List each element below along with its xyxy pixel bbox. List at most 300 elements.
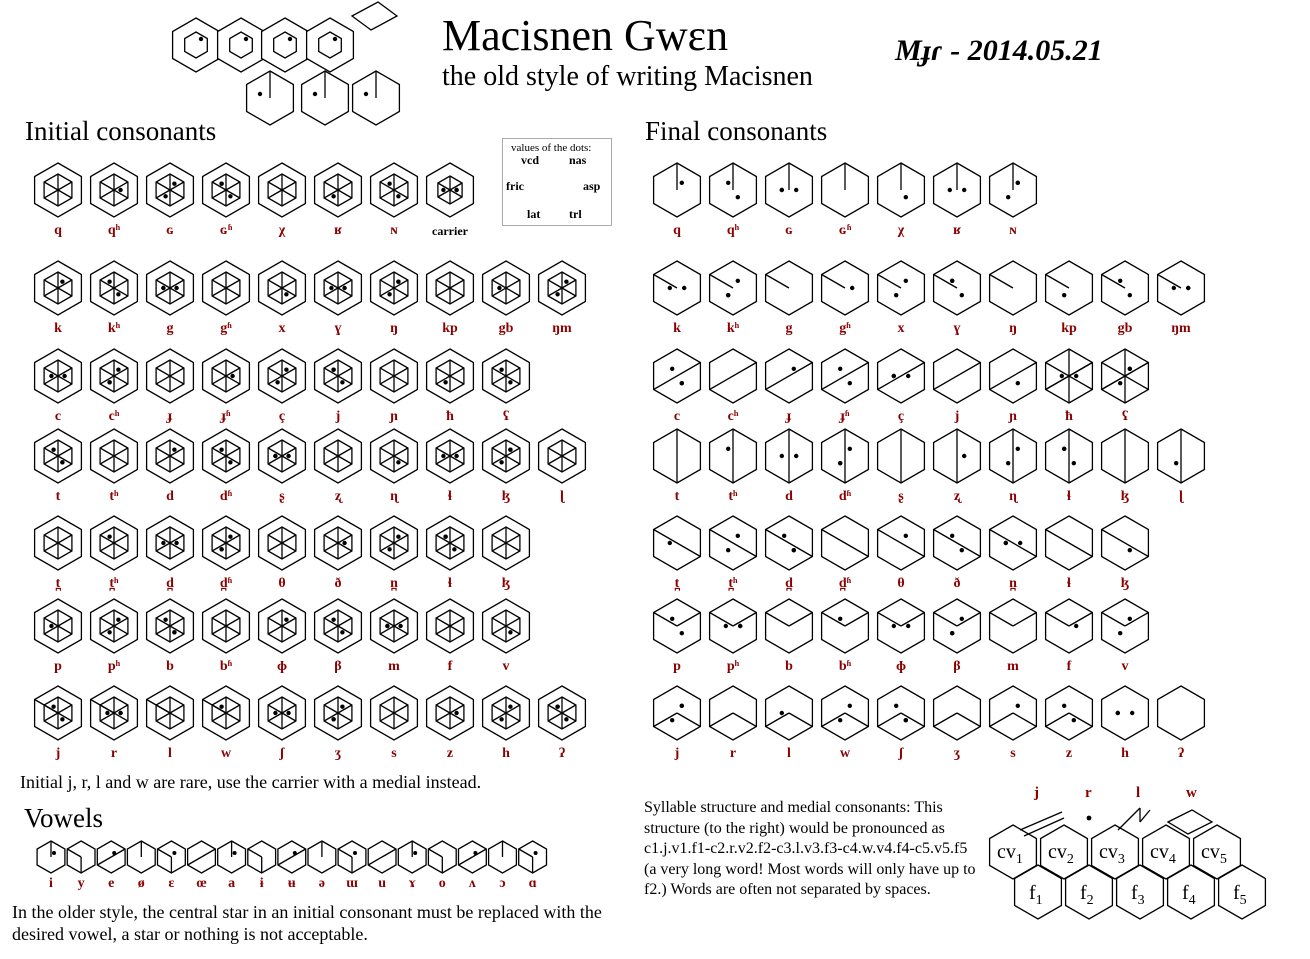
glyph-label: ɢ — [165, 223, 175, 238]
final-glyph — [934, 686, 981, 740]
final-glyph — [934, 599, 981, 653]
glyph-label: ɢ — [784, 223, 794, 238]
final-glyph — [1102, 686, 1149, 740]
initial-glyph — [427, 516, 474, 570]
glyph-label: k — [673, 321, 681, 336]
initial-glyph — [427, 686, 474, 740]
initial-glyph — [315, 516, 362, 570]
glyph-label: β — [953, 659, 961, 674]
glyph-label: carrier — [432, 224, 468, 238]
dots-legend-box — [502, 138, 612, 226]
glyph-label: ɢʱ — [838, 223, 852, 238]
cv-label: $cv_2$ — [1048, 841, 1074, 867]
glyph-label: ʔ — [1177, 746, 1185, 761]
vowel-glyph — [428, 841, 456, 873]
glyph-label: ɮ — [1120, 576, 1130, 591]
glyph-label: g — [166, 321, 174, 336]
dots-legend-nas: nas — [569, 153, 587, 167]
final-glyph — [654, 599, 701, 653]
glyph-label: ʒ — [953, 746, 961, 761]
final-glyph — [654, 349, 701, 403]
glyph-label: ø — [137, 876, 145, 891]
glyph-label: v — [1121, 659, 1129, 674]
glyph-label: l — [168, 746, 172, 761]
final-glyph — [654, 163, 701, 217]
final-glyph — [766, 516, 813, 570]
final-glyph — [654, 261, 701, 315]
glyph-label: t̪ — [674, 576, 680, 591]
initial-glyph — [483, 261, 530, 315]
vowel-glyph — [338, 841, 366, 873]
dots-legend-asp: asp — [583, 179, 601, 193]
glyph-label: ʐ — [953, 489, 961, 504]
initial-glyph — [483, 516, 530, 570]
glyph-label: q — [673, 223, 681, 238]
glyph-label: pʰ — [107, 659, 121, 674]
final-glyph — [710, 163, 757, 217]
final-glyph — [878, 516, 925, 570]
glyph-label: ç — [897, 409, 905, 424]
glyph-label: ħ — [446, 409, 454, 424]
initial-glyph — [371, 516, 418, 570]
vowel-glyph — [37, 841, 65, 873]
initial-glyph — [483, 429, 530, 483]
glyph-label: ɔ — [499, 876, 506, 891]
glyph-label: ɟʱ — [840, 409, 850, 424]
glyph-label: kʰ — [107, 321, 121, 336]
glyph-label: ə — [318, 876, 325, 891]
initial-glyph — [203, 516, 250, 570]
glyph-label: ŋm — [552, 321, 572, 336]
final-glyph — [710, 429, 757, 483]
glyph-label: o — [438, 876, 446, 891]
glyph-label: ħ — [1065, 409, 1073, 424]
final-glyph — [710, 686, 757, 740]
dots-legend-vcd: vcd — [521, 153, 539, 167]
initial-glyph — [91, 261, 138, 315]
glyph-label: d̪ʱ — [219, 576, 233, 591]
glyph-label: ɸ — [276, 659, 288, 674]
glyph-label: z — [1065, 746, 1073, 761]
glyph-label: v — [502, 659, 510, 674]
final-glyph — [1046, 516, 1093, 570]
cv-label: $cv_1$ — [997, 841, 1023, 867]
f-label: $f_3$ — [1131, 882, 1145, 908]
initial-glyph — [91, 429, 138, 483]
vowel-glyph — [519, 841, 547, 873]
final-glyph — [1046, 349, 1093, 403]
vowel-glyph — [278, 841, 306, 873]
glyph-label: dʱ — [219, 489, 233, 504]
glyph-label: ŋ — [1009, 321, 1017, 336]
glyph-label: b — [785, 659, 793, 674]
initial-glyph — [147, 516, 194, 570]
final-glyph — [766, 599, 813, 653]
f-label: $f_5$ — [1233, 882, 1247, 908]
final-glyph — [1158, 261, 1205, 315]
vowel-glyph — [97, 841, 125, 873]
vowel-glyph — [398, 841, 426, 873]
initial-glyph — [259, 686, 306, 740]
glyph-label: ɬ — [1067, 489, 1071, 504]
final-glyph — [934, 349, 981, 403]
glyph-label: b — [166, 659, 174, 674]
glyph-label: cʰ — [108, 409, 120, 424]
vowel-glyph — [158, 841, 186, 873]
final-glyph — [654, 686, 701, 740]
glyph-label: p — [673, 659, 681, 674]
initial-glyph — [259, 261, 306, 315]
final-glyph — [934, 516, 981, 570]
initial-glyph — [483, 599, 530, 653]
vowel-glyph — [218, 841, 246, 873]
glyph-label: ɳ — [1009, 489, 1017, 504]
glyph-label: ʕ — [1121, 409, 1129, 424]
glyph-label: l — [787, 746, 791, 761]
glyph-label: ɴ — [1009, 223, 1017, 238]
f-label: $f_1$ — [1029, 882, 1043, 908]
glyph-label: ʕ — [502, 409, 510, 424]
vowels-heading: Vowels — [24, 803, 104, 833]
glyph-label: dʱ — [838, 489, 852, 504]
final-glyph — [990, 686, 1037, 740]
initial-glyph — [35, 516, 82, 570]
final-glyph — [1102, 599, 1149, 653]
final-glyph — [1102, 261, 1149, 315]
glyph-label: ɮ — [501, 576, 511, 591]
glyph-label: ʂ — [898, 489, 904, 504]
cv-label: $cv_4$ — [1150, 841, 1176, 867]
final-glyph — [990, 261, 1037, 315]
initial-glyph — [35, 599, 82, 653]
final-glyph — [766, 261, 813, 315]
final-glyph — [1046, 686, 1093, 740]
logo-diamond — [352, 2, 397, 30]
glyph-label: χ — [278, 223, 286, 238]
glyph-label: ɤ — [408, 876, 416, 891]
page-subtitle: the old style of writing Macisnen — [442, 61, 813, 92]
glyph-label: ʁ — [952, 223, 962, 238]
initial-glyph — [315, 686, 362, 740]
glyph-label: ɲ — [390, 409, 398, 424]
initial-glyph — [315, 163, 362, 217]
glyph-label: ɭ — [1179, 489, 1183, 504]
glyph-label: ɟ — [786, 409, 792, 424]
glyph-label: t̪ — [55, 576, 61, 591]
glyph-label: ɴ — [390, 223, 398, 238]
dots-legend-trl: trl — [569, 207, 582, 221]
outer-hexagon — [1102, 686, 1149, 740]
initial-glyph — [539, 261, 586, 315]
glyph-label: i — [49, 876, 53, 891]
dots-legend-caption: values of the dots: — [511, 142, 592, 154]
page-title: Macisnen Gwɛn — [442, 11, 729, 60]
glyph-label: d̪ʱ — [838, 576, 852, 591]
glyph-label: ɣ — [953, 321, 961, 336]
glyph-label: θ — [278, 576, 286, 591]
glyph-label: n̪ — [390, 576, 398, 591]
glyph-label: gb — [1117, 321, 1133, 336]
initial-glyph — [147, 349, 194, 403]
final-glyph — [766, 349, 813, 403]
glyph-label: qʰ — [726, 223, 740, 238]
initial-glyph — [91, 349, 138, 403]
initial-glyph — [371, 261, 418, 315]
medial-label: j — [1034, 785, 1039, 801]
glyph-label: ɟ — [167, 409, 173, 424]
glyph-label: gʱ — [220, 321, 232, 336]
glyph-label: qʰ — [107, 223, 121, 238]
glyph-label: j — [335, 409, 341, 424]
glyph-label: β — [334, 659, 342, 674]
glyph-label: ʐ — [334, 489, 342, 504]
glyph-label: x — [278, 321, 286, 336]
final-glyph — [1046, 429, 1093, 483]
initial-glyph — [35, 261, 82, 315]
final-glyph — [710, 599, 757, 653]
final-glyph — [822, 163, 869, 217]
initial-glyph — [91, 516, 138, 570]
initial-consonants-heading: Initial consonants — [25, 116, 217, 146]
final-glyph — [710, 261, 757, 315]
glyph-label: ð — [334, 576, 342, 591]
glyph-label: x — [897, 321, 905, 336]
glyph-label: t — [55, 489, 61, 504]
final-glyph — [766, 686, 813, 740]
glyph-label: d — [785, 489, 793, 504]
glyph-label: ɮ — [501, 489, 511, 504]
final-consonants-heading: Final consonants — [645, 116, 828, 146]
glyph-label: ɨ — [259, 876, 264, 891]
final-glyph — [990, 599, 1037, 653]
glyph-label: y — [77, 876, 85, 891]
glyph-label: h — [1121, 746, 1129, 761]
glyph-label: ð — [953, 576, 961, 591]
glyph-label: d — [166, 489, 174, 504]
final-glyph — [822, 261, 869, 315]
final-glyph — [878, 261, 925, 315]
final-glyph — [990, 516, 1037, 570]
glyph-label: ɟʱ — [221, 409, 231, 424]
glyph-label: gʱ — [839, 321, 851, 336]
glyph-label: f — [1066, 659, 1072, 674]
final-glyph — [822, 349, 869, 403]
initial-glyph — [371, 163, 418, 217]
glyph-label: cʰ — [727, 409, 739, 424]
glyph-label: t — [674, 489, 680, 504]
glyph-label: ɭ — [560, 489, 564, 504]
glyph-label: ɬ — [1067, 576, 1071, 591]
glyph-label: ɑ — [528, 876, 537, 891]
vowel-glyph — [489, 841, 517, 873]
final-glyph — [1102, 516, 1149, 570]
glyph-label: c — [673, 409, 681, 424]
cv-label: $cv_5$ — [1201, 841, 1227, 867]
glyph-label: kʰ — [726, 321, 740, 336]
final-glyph — [1046, 261, 1093, 315]
initial-glyph — [427, 261, 474, 315]
final-glyph — [878, 349, 925, 403]
glyph-label: z — [446, 746, 454, 761]
glyph-label: s — [391, 746, 397, 761]
glyph-label: n̪ — [1009, 576, 1017, 591]
glyph-label: χ — [897, 223, 905, 238]
initial-glyph — [259, 429, 306, 483]
glyph-label: ɯ — [346, 876, 358, 891]
glyph-label: w — [220, 746, 232, 761]
glyph-label: ç — [278, 409, 286, 424]
glyph-label: θ — [897, 576, 905, 591]
final-glyph — [878, 163, 925, 217]
final-glyph — [1102, 429, 1149, 483]
vowel-glyph — [308, 841, 336, 873]
initial-glyph — [91, 599, 138, 653]
glyph-label: gb — [498, 321, 514, 336]
glyph-label: pʰ — [726, 659, 740, 674]
initial-glyph — [371, 599, 418, 653]
glyph-label: ɸ — [895, 659, 907, 674]
final-glyph — [934, 163, 981, 217]
final-glyph — [878, 599, 925, 653]
glyph-label: s — [1010, 746, 1016, 761]
glyph-label: w — [839, 746, 851, 761]
final-glyph — [710, 516, 757, 570]
vowel-glyph — [248, 841, 276, 873]
final-glyph — [766, 429, 813, 483]
syllable-structure-note: Syllable structure and medial consonants: This structure (to the right) would be pronounced as c1.j.v1.f1-c2.r.v2.f2-c3.l.v3.f3-c4.w.v4.f4-c5.v5.f5 (a very long word! Most words will only have up to f2.) Words are often not separated by spaces. — [644, 799, 976, 898]
vowel-glyph — [459, 841, 487, 873]
syllable-structure-diagram — [990, 785, 1266, 919]
glyph-label: kp — [442, 321, 458, 336]
logo-inner-hexagon — [274, 32, 297, 58]
f-label: $f_4$ — [1182, 882, 1196, 908]
initial-glyph — [483, 686, 530, 740]
initial-glyph — [371, 349, 418, 403]
initial-glyph — [371, 429, 418, 483]
final-glyph — [934, 429, 981, 483]
final-glyph — [766, 163, 813, 217]
final-glyph — [822, 686, 869, 740]
vowel-glyph — [127, 841, 155, 873]
glyph-label: t̪ʰ — [109, 576, 119, 591]
initial-glyph — [147, 163, 194, 217]
glyph-label: ɬ — [448, 489, 452, 504]
initial-glyph — [427, 163, 474, 217]
logo-inner-hexagon — [319, 32, 342, 58]
glyph-label: ʃ — [898, 746, 904, 761]
glyph-label: g — [785, 321, 793, 336]
glyph-label: q — [54, 223, 62, 238]
initial-glyph — [259, 349, 306, 403]
initial-glyph — [427, 429, 474, 483]
initial-glyph — [371, 686, 418, 740]
final-glyph — [822, 599, 869, 653]
dots-legend-lat: lat — [527, 207, 541, 221]
glyph-label: f — [447, 659, 453, 674]
final-glyph — [1158, 686, 1205, 740]
final-glyph — [878, 686, 925, 740]
medial-label: r — [1085, 785, 1092, 801]
initial-glyph — [35, 163, 82, 217]
glyph-label: ɮ — [1120, 489, 1130, 504]
f-label: $f_2$ — [1080, 882, 1094, 908]
initial-glyph — [259, 599, 306, 653]
glyph-label: c — [54, 409, 62, 424]
final-glyph — [710, 349, 757, 403]
glyph-label: d̪ — [785, 576, 793, 591]
initial-glyph — [427, 349, 474, 403]
initial-glyph — [315, 261, 362, 315]
initial-glyph — [203, 599, 250, 653]
initial-glyph — [35, 429, 82, 483]
initial-note: Initial j, r, l and w are rare, use the carrier with a medial instead. — [20, 772, 482, 792]
logo-inner-hexagon — [230, 32, 253, 58]
glyph-label: d̪ — [166, 576, 174, 591]
outer-hexagon — [1158, 686, 1205, 740]
initial-glyph — [259, 516, 306, 570]
initial-glyph — [315, 599, 362, 653]
vowel-glyph — [188, 841, 216, 873]
glyph-label: ɲ — [1009, 409, 1017, 424]
initial-glyph — [35, 349, 82, 403]
glyph-label: ŋ — [390, 321, 398, 336]
initial-glyph — [35, 686, 82, 740]
initial-glyph — [315, 429, 362, 483]
initial-glyph — [259, 163, 306, 217]
glyph-label: bʱ — [219, 659, 233, 674]
glyph-label: ɛ — [168, 876, 175, 891]
logo-cluster — [173, 2, 400, 125]
glyph-label: ʔ — [558, 746, 566, 761]
vowel-glyph — [368, 841, 396, 873]
glyph-label: r — [729, 746, 737, 761]
final-glyph — [822, 516, 869, 570]
final-glyph — [654, 516, 701, 570]
initial-glyph — [539, 429, 586, 483]
initial-glyph — [91, 686, 138, 740]
glyph-label: ʁ — [333, 223, 343, 238]
glyph-label: r — [110, 746, 118, 761]
glyph-label: bʱ — [838, 659, 852, 674]
glyph-label: t̪ʰ — [728, 576, 738, 591]
glyph-label: m — [388, 659, 400, 674]
final-glyph — [990, 163, 1037, 217]
glyph-label: ɢʱ — [219, 223, 233, 238]
final-glyph — [822, 429, 869, 483]
signature-date: Mɟɾ - 2014.05.21 — [895, 34, 1103, 67]
final-glyph — [1046, 599, 1093, 653]
initial-glyph — [203, 349, 250, 403]
initial-glyph — [539, 686, 586, 740]
glyph-label: m — [1007, 659, 1019, 674]
glyph-label: ʌ — [468, 876, 476, 891]
initial-glyph — [427, 599, 474, 653]
glyph-label: tʰ — [109, 489, 119, 504]
vowel-glyph — [67, 841, 95, 873]
glyph-label: œ — [196, 876, 207, 891]
glyph-label: ɳ — [390, 489, 398, 504]
final-glyph — [1102, 349, 1149, 403]
glyph-label: u — [378, 876, 386, 891]
initial-glyph — [147, 599, 194, 653]
glyph-label: j — [674, 746, 680, 761]
final-glyph — [990, 429, 1037, 483]
glyph-label: j — [954, 409, 960, 424]
cv-label: $cv_3$ — [1099, 841, 1125, 867]
final-glyph — [934, 261, 981, 315]
final-glyph — [654, 429, 701, 483]
initial-glyph — [91, 163, 138, 217]
